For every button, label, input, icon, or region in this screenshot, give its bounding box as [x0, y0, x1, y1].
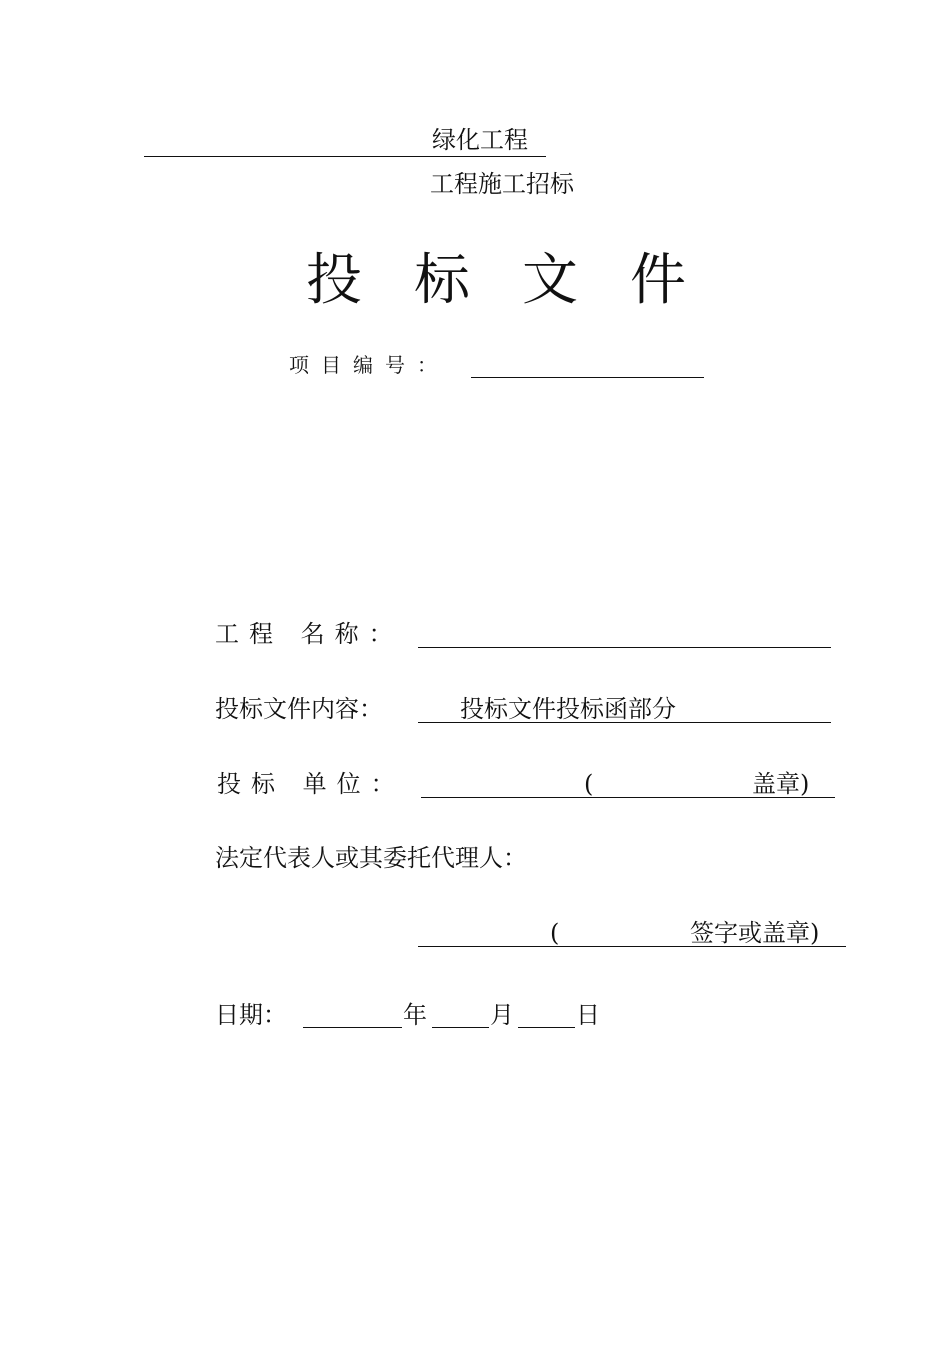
bidder-seal-note: 盖章): [752, 770, 810, 798]
signature-field[interactable]: [418, 946, 846, 947]
bidder-label: 投标 单位：: [217, 770, 405, 798]
bidder-field[interactable]: [421, 797, 835, 798]
tender-subtitle: 工程施工招标: [430, 170, 574, 198]
day-field[interactable]: [518, 1027, 575, 1028]
content-field[interactable]: [418, 722, 831, 723]
legal-representative-label: 法定代表人或其委托代理人：: [215, 844, 527, 872]
date-label: 日期：: [215, 1001, 287, 1029]
signature-note: 签字或盖章): [690, 919, 820, 947]
signature-paren-open: (: [550, 919, 560, 947]
day-label: 日: [576, 1001, 600, 1029]
month-label: 月: [490, 1001, 514, 1029]
engineering-name-field[interactable]: [418, 647, 831, 648]
month-field[interactable]: [432, 1027, 489, 1028]
bidder-paren-open: (: [584, 770, 594, 798]
year-field[interactable]: [303, 1027, 402, 1028]
project-name-underline: [144, 156, 546, 157]
content-value: 投标文件投标函部分: [460, 695, 676, 723]
project-name: 绿化工程: [432, 126, 528, 154]
engineering-name-label: 工程 名称：: [215, 620, 403, 648]
project-number-label: 项目编号：: [289, 353, 449, 377]
document-title: 投标文件: [306, 248, 738, 313]
content-label: 投标文件内容：: [215, 695, 383, 723]
year-label: 年: [403, 1001, 427, 1029]
project-number-field[interactable]: [471, 377, 704, 378]
